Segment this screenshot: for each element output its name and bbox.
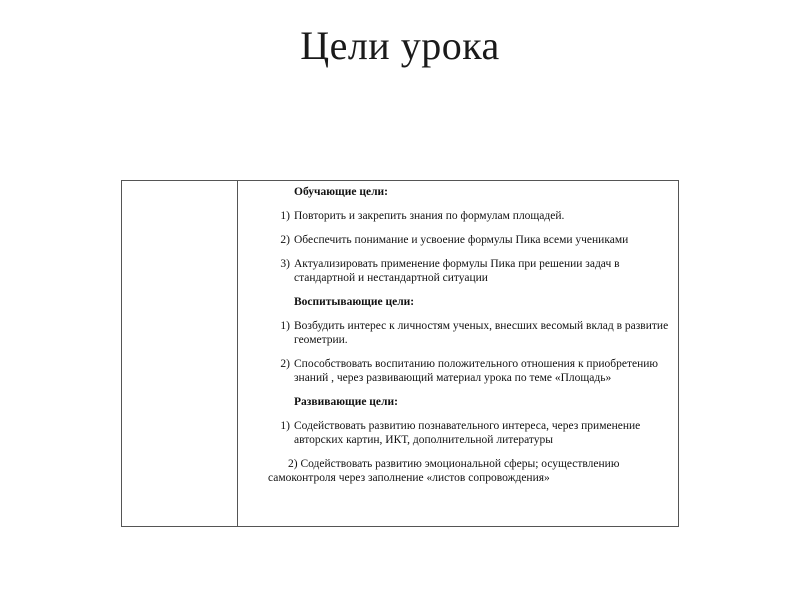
- list-item-number: 2): [280, 358, 290, 370]
- developing-goal-paragraph: 2) Содействовать развитию эмоциональной сферы; осуществлению самоконтроля через заполнение «листов сопровождения»: [268, 458, 620, 484]
- list-item: [268, 209, 676, 223]
- list-item: [268, 419, 676, 447]
- list-item-text: Актуализировать применение формулы Пика при решении задач в стандартной и нестандартной ситуации: [294, 258, 620, 284]
- list-item: [268, 357, 676, 385]
- list-item-text: Возбудить интерес к личностям ученых, внесших весомый вклад в развитие геометрии.: [294, 320, 669, 346]
- list-item-text: Повторить и закрепить знания по формулам площадей.: [294, 210, 565, 222]
- slide-title: Цели урока: [300, 23, 500, 68]
- list-item-text: Обеспечить понимание и усвоение формулы Пика всеми учениками: [294, 234, 629, 246]
- list-item-number: 2): [280, 234, 290, 246]
- list-item-number: 1): [280, 320, 290, 332]
- list-item-text: Способствовать воспитанию положительного отношения к приобретению знаний , через развивающий материал урока по теме «Площадь»: [294, 358, 658, 384]
- goals-content: [268, 185, 676, 485]
- educational-goals-heading: Воспитывающие цели:: [294, 296, 415, 308]
- list-item-number: 1): [280, 210, 290, 222]
- teaching-goals-heading: Обучающие цели:: [294, 186, 388, 198]
- goals-table: [121, 180, 679, 527]
- table-empty-cell: [122, 181, 238, 526]
- list-item-number: 1): [280, 420, 290, 432]
- list-item-text: Содействовать развитию познавательного интереса, через применение авторских картин, ИКТ, дополнительной литературы: [294, 420, 641, 446]
- list-item-number: 3): [280, 258, 290, 270]
- list-item: [268, 257, 676, 285]
- developing-goals-heading: Развивающие цели:: [294, 396, 398, 408]
- list-item: [268, 319, 676, 347]
- list-item: [268, 233, 676, 247]
